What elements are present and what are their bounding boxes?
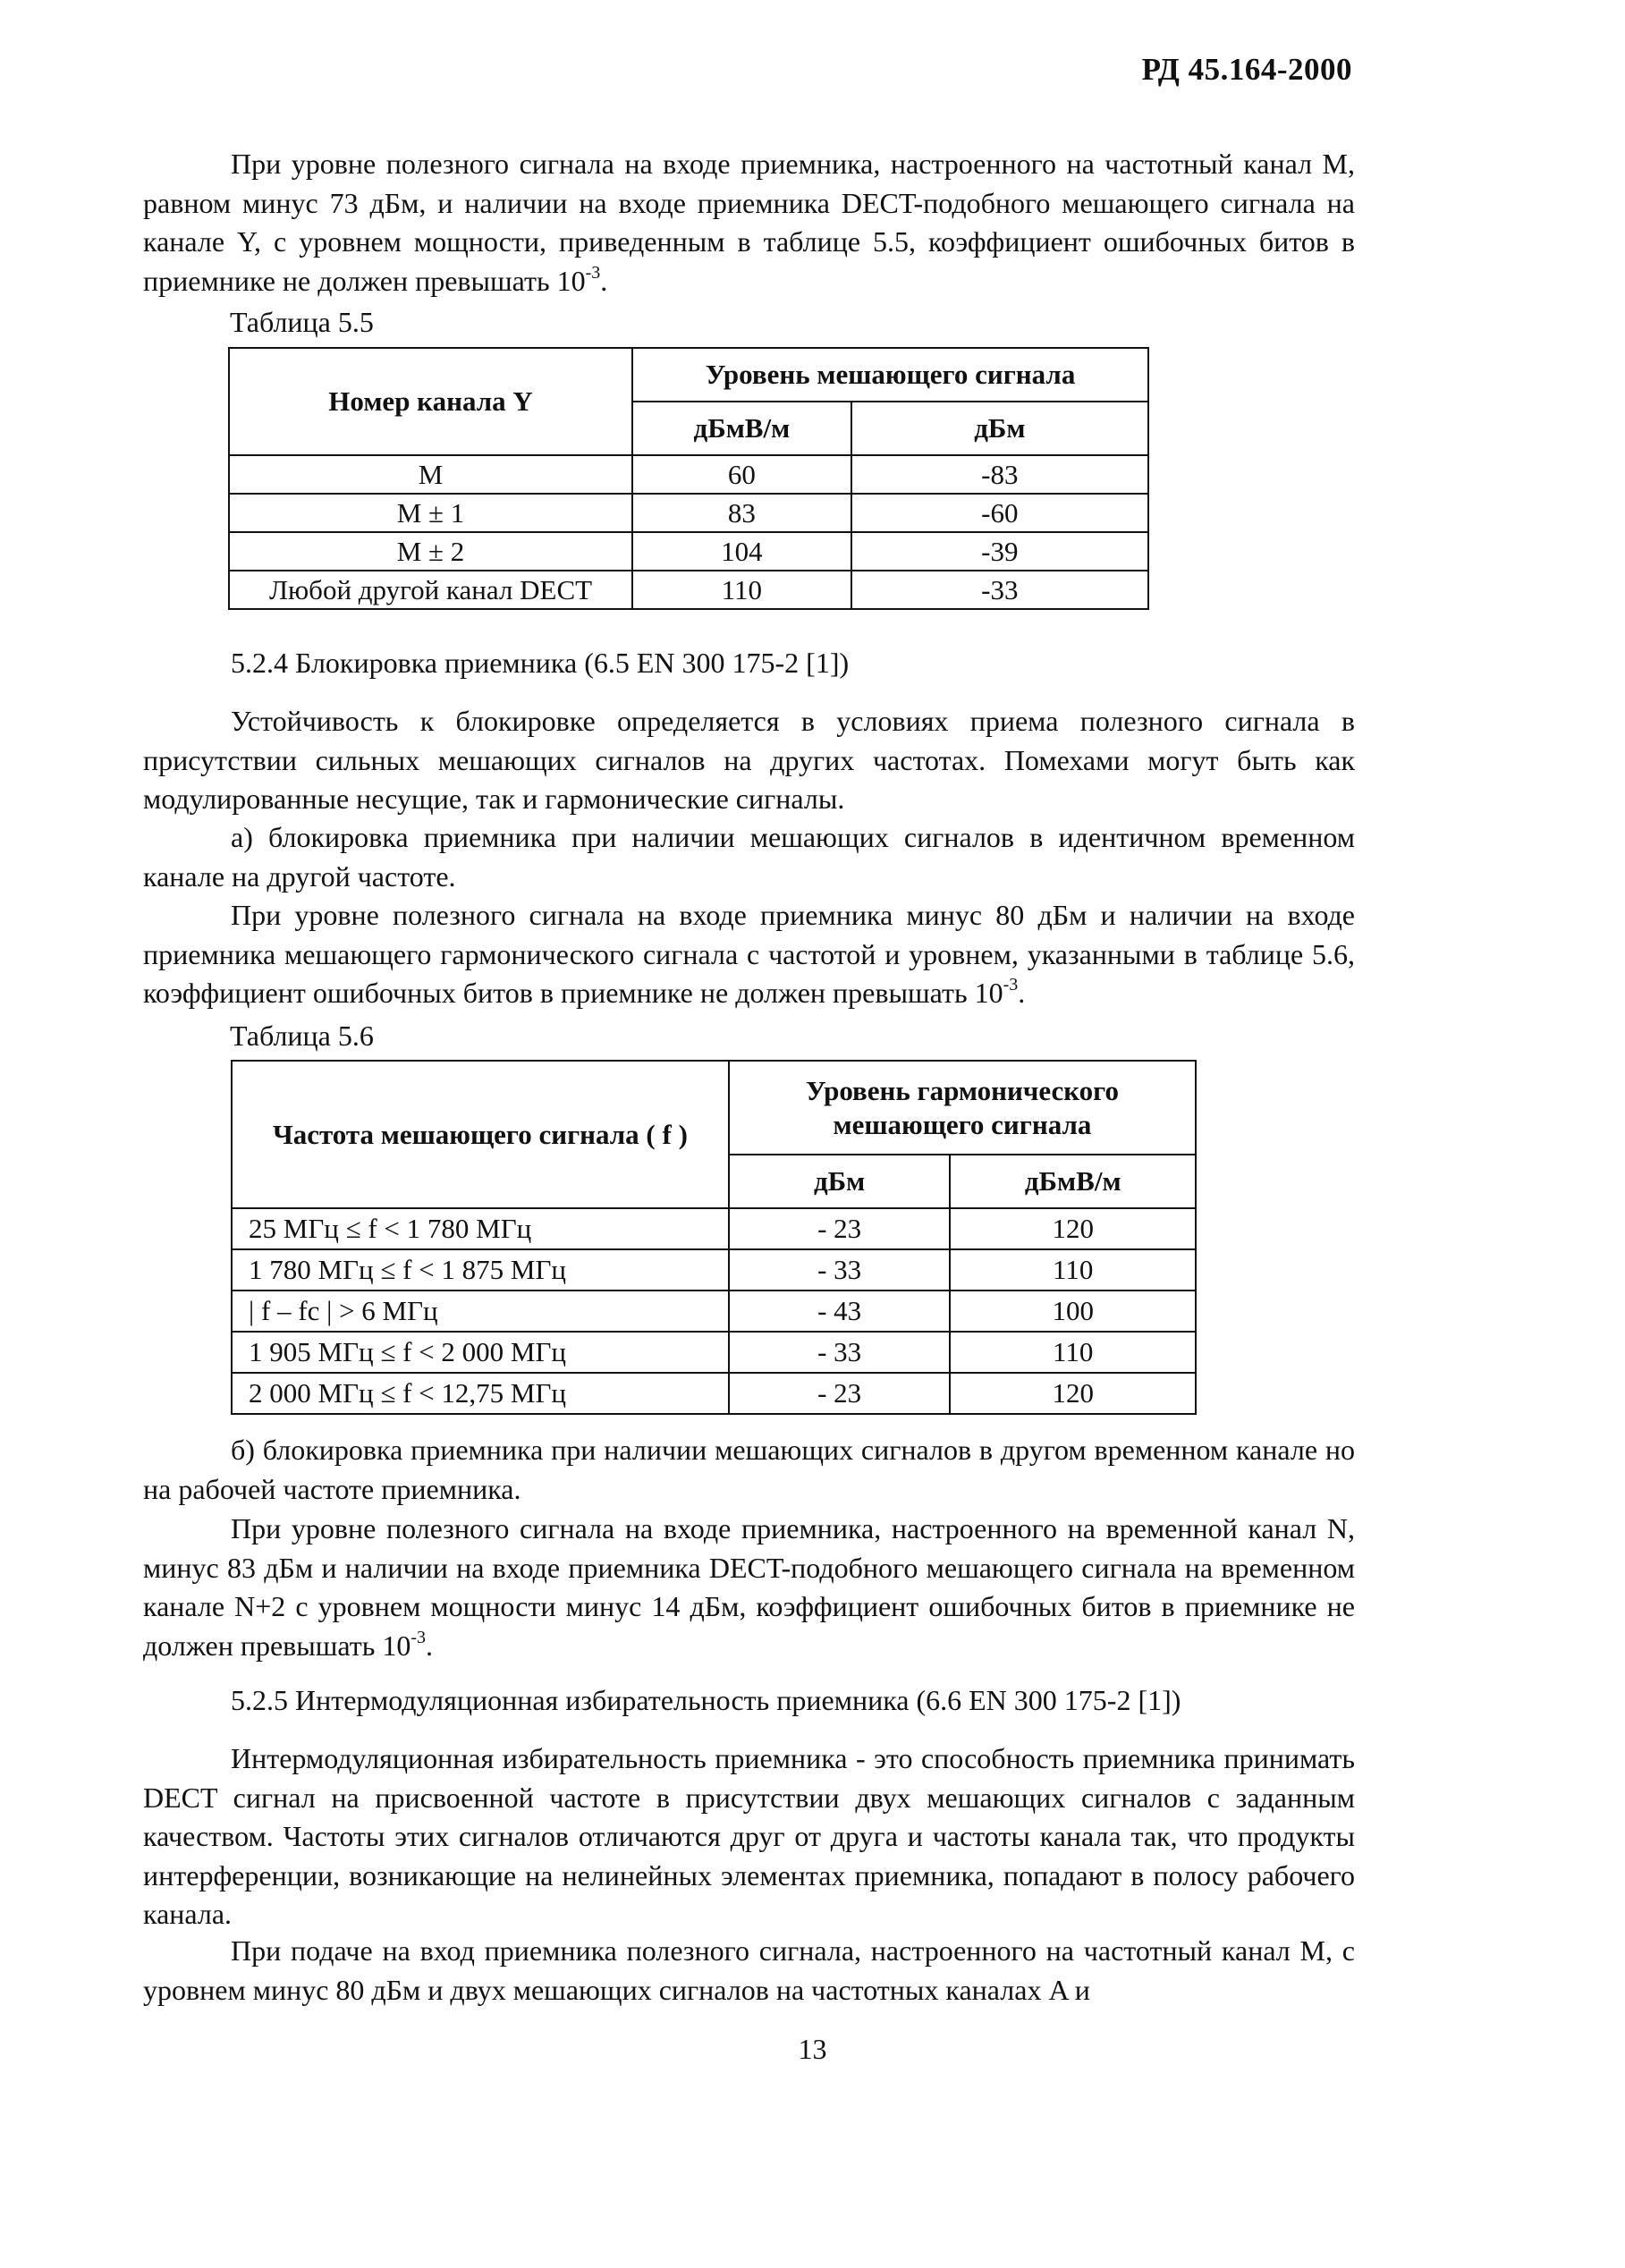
table-cell-dbm: - 33 — [729, 1332, 951, 1373]
table-cell-frequency: 1 905 МГц ≤ f < 2 000 МГц — [232, 1332, 729, 1373]
table-row — [229, 494, 1148, 532]
table-row — [232, 1373, 1196, 1414]
paragraph-blocking-case-b: б) блокировка приемника при наличии мешающих сигналов в другом временном канале но на рабочей частоте приемника. — [143, 1434, 1355, 1505]
paragraph-blocking-requirement — [143, 896, 1355, 1013]
table-row — [232, 1291, 1196, 1332]
table-5-5-dbmv-header: дБмВ/м — [632, 402, 851, 455]
table-cell-dbm: - 33 — [729, 1249, 951, 1291]
table-row — [229, 532, 1148, 571]
table-cell-channel: Любой другой канал DECT — [229, 571, 632, 609]
exponent: -3 — [1003, 975, 1019, 995]
paragraph-text: При уровне полезного сигнала на входе приемника, настроенного на частотный канал M, равном минус 73 дБм, и наличии на входе приемника DECT-подобного мешающего сигнала на канале Y, с уровнем мощности, приведенным в таблице 5.5, коэффициент ошибочных битов в приемнике не должен превышать 10 — [143, 148, 1355, 297]
table-5-6-frequency-header: Частота мешающего сигнала ( f ) — [232, 1061, 729, 1208]
table-5-5-level-header: Уровень мешающего сигнала — [632, 348, 1148, 402]
table-cell-dbmv: 60 — [632, 455, 851, 494]
table-cell-dbmv: 110 — [632, 571, 851, 609]
table-cell-dbm: -39 — [851, 532, 1148, 571]
table-row — [229, 455, 1148, 494]
paragraph-end: . — [1018, 977, 1026, 1009]
table-cell-dbmv: 100 — [950, 1291, 1196, 1332]
table-cell-frequency: | f – fc | > 6 МГц — [232, 1291, 729, 1332]
table-5-5 — [228, 347, 1149, 610]
exponent: -3 — [410, 1627, 427, 1647]
table-cell-dbmv: 110 — [950, 1332, 1196, 1373]
paragraph-blocking-definition: Устойчивость к блокировке определяется в условиях приема полезного сигнала в присутствии сильных мешающих сигналов на других частотах. Помехами могут быть как модулированные несущие, так и гармонические сигналы. — [143, 705, 1355, 815]
table-cell-frequency: 25 МГц ≤ f < 1 780 МГц — [232, 1208, 729, 1249]
table-cell-dbm: -83 — [851, 455, 1148, 494]
paragraph-end: . — [600, 264, 608, 297]
table-5-5-dbm-header: дБм — [851, 402, 1148, 455]
paragraph-text: При уровне полезного сигнала на входе приемника, настроенного на временной канал N, минус 83 дБм и наличии на входе приемника DECT-подобного мешающего сигнала на временном канале N+2 с уровнем мощности минус 14 дБм, коэффициент ошибочных битов в приемнике не должен превышать 10 — [143, 1512, 1355, 1662]
table-cell-channel: М ± 2 — [229, 532, 632, 571]
table-5-6 — [231, 1060, 1197, 1415]
table-cell-frequency: 1 780 МГц ≤ f < 1 875 МГц — [232, 1249, 729, 1291]
table-cell-dbm: -33 — [851, 571, 1148, 609]
paragraph-intermodulation-definition: Интермодуляционная избирательность приемника - это способность приемника принимать DECT сигнал на присвоенной частоте в присутствии двух мешающих сигналов с заданным качеством. Частоты этих сигналов отличаются друг от друга и частоты канала так, что продукты интерференции, возникающие на нелинейных элементах приемника, попадают в полосу рабочего канала. — [143, 1742, 1355, 1930]
paragraph-end: . — [426, 1629, 434, 1662]
paragraph-interference-intro — [143, 145, 1355, 300]
table-cell-dbmv: 120 — [950, 1208, 1196, 1249]
table-row — [229, 571, 1148, 609]
paragraph-blocking-case-a: а) блокировка приемника при наличии мешающих сигналов в идентичном временном канале на другой частоте. — [143, 821, 1355, 893]
document-code-header: РД 45.164-2000 — [1141, 52, 1352, 87]
table-cell-dbm: -60 — [851, 494, 1148, 532]
table-5-5-caption: Таблица 5.5 — [230, 306, 374, 338]
page-number: 13 — [798, 2033, 827, 2065]
table-cell-frequency: 2 000 МГц ≤ f < 12,75 МГц — [232, 1373, 729, 1414]
table-cell-channel: М — [229, 455, 632, 494]
table-5-6-caption: Таблица 5.6 — [230, 1020, 374, 1052]
table-5-6-dbmv-header: дБмВ/м — [950, 1155, 1196, 1208]
table-cell-dbm: - 23 — [729, 1373, 951, 1414]
table-cell-dbmv: 104 — [632, 532, 851, 571]
table-5-5-channel-header: Номер канала Y — [229, 348, 632, 455]
paragraph-text: При уровне полезного сигнала на входе приемника минус 80 дБм и наличии на входе приемника мешающего гармонического сигнала с частотой и уровнем, указанными в таблице 5.6, коэффициент ошибочных битов в приемнике не должен превышать 10 — [143, 899, 1355, 1009]
table-cell-dbm: - 23 — [729, 1208, 951, 1249]
table-5-6-dbm-header: дБм — [729, 1155, 951, 1208]
table-cell-channel: М ± 1 — [229, 494, 632, 532]
table-cell-dbmv: 120 — [950, 1373, 1196, 1414]
table-row — [232, 1208, 1196, 1249]
table-row — [232, 1332, 1196, 1373]
paragraph-timeslot-requirement — [143, 1510, 1355, 1665]
table-row — [232, 1249, 1196, 1291]
section-heading-5-2-4: 5.2.4 Блокировка приемника (6.5 EN 300 175-2 [1]) — [231, 647, 850, 679]
paragraph-intermodulation-requirement: При подаче на вход приемника полезного сигнала, настроенного на частотный канал M, с уровнем минус 80 дБм и двух мешающих сигналов на частотных каналах A и — [143, 1934, 1355, 2006]
section-heading-5-2-5: 5.2.5 Интермодуляционная избирательность приемника (6.6 EN 300 175-2 [1]) — [231, 1684, 1181, 1716]
table-cell-dbmv: 110 — [950, 1249, 1196, 1291]
table-cell-dbm: - 43 — [729, 1291, 951, 1332]
table-5-6-level-header: Уровень гармонического мешающего сигнала — [729, 1061, 1196, 1155]
table-cell-dbmv: 83 — [632, 494, 851, 532]
exponent: -3 — [585, 262, 601, 283]
